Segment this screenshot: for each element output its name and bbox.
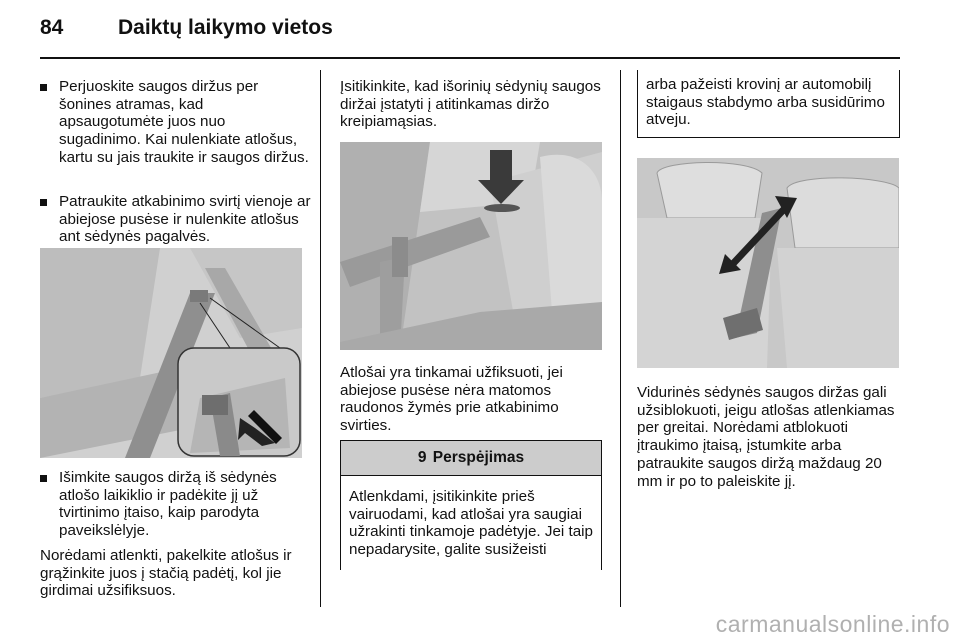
warning-text: Atlenkdami, įsitikinkite prieš vairuodami, kad atlošai yra saugiai užrakinti tinkamoje padėtyje. Jei taip nepadarysite, galite susižeisti — [349, 488, 593, 559]
column-divider-2 — [620, 70, 621, 607]
bullet-text: Išimkite saugos diržą iš sėdynės atlošo laikiklio ir padėkite jį už tvirtinimo įtaiso, kaip parodyta paveikslėlyje. — [59, 469, 277, 540]
bullet-text: Patraukite atkabinimo svirtį vienoje ar abiejose pusėse ir nulenkite atlošus ant sėdynės pagalvės. — [59, 193, 311, 246]
bullet-text: Perjuoskite saugos diržus per šonines atramas, kad apsaugotumėte juos nuo sugadinimo. Kai nulenkiate atlošus, kartu su jais traukite ir saugos diržus. — [59, 78, 309, 166]
warning-triangle-icon: 9 — [417, 449, 427, 466]
watermark: carmanualsonline.info — [715, 611, 950, 637]
warning-header — [341, 440, 601, 476]
column-divider-1 — [320, 70, 321, 607]
warning-box — [340, 440, 602, 570]
header-rule — [40, 57, 900, 59]
page-title: Daiktų laikymo vietos — [118, 16, 333, 39]
warning-title: Perspėjimas — [432, 449, 525, 466]
figure-seatbelt-guide-illustration — [40, 248, 302, 458]
body-paragraph: Atlošai yra tinkamai užfiksuoti, jei abiejose pusėse nėra matomos raudonos žymės prie atkabinimo svirties. — [340, 364, 563, 435]
page-number: 84 — [40, 16, 64, 39]
bullet-square-icon — [40, 475, 47, 482]
figure-belt-guide-arrow-illustration — [340, 142, 602, 350]
body-paragraph: Įsitikinkite, kad išorinių sėdynių saugos diržai įstatyti į atitinkamas diržo kreipiamąsias. — [340, 78, 601, 131]
bullet-square-icon — [40, 84, 47, 91]
body-paragraph: Vidurinės sėdynės saugos diržas gali užsiblokuoti, jeigu atlošas atlenkiamas per greitai. Norėdami atblokuoti įtraukimo įtaisą, įstumkite arba patraukite saugos diržą maždaug 20 mm ir po to paleiskite jį. — [637, 384, 895, 490]
warning-box-continued: arba pažeisti krovinį ar automobilį staigaus stabdymo arba susidūrimo atveju. — [637, 70, 900, 138]
bullet-square-icon — [40, 199, 47, 206]
figure-center-belt-illustration — [637, 158, 899, 368]
body-paragraph: Norėdami atlenkti, pakelkite atlošus ir grąžinkite juos į stačią padėtį, kol jie girdimai užsifiksuos. — [40, 547, 292, 600]
